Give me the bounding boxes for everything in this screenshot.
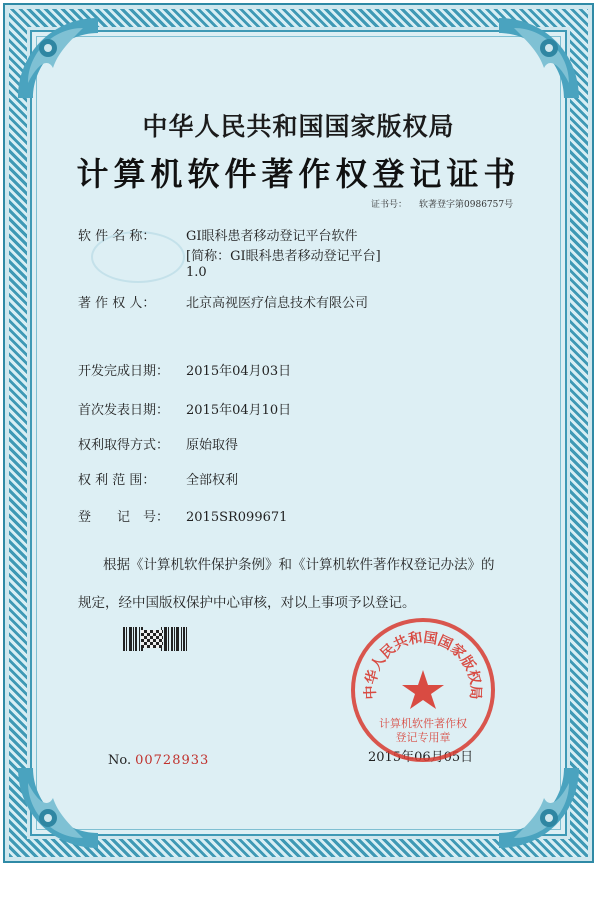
registration-number-row: [78, 506, 287, 525]
software-name-row: [78, 225, 358, 244]
registration-number-label: 登 记 号：: [78, 510, 170, 525]
publication-date-row: [78, 399, 291, 418]
corner-ornament-top-left: [13, 13, 103, 103]
official-seal: [348, 615, 498, 765]
publication-date-value: 2015年04月10日: [186, 403, 292, 418]
corner-ornament-top-right: [494, 13, 584, 103]
publication-date-label: 首次发表日期：: [78, 403, 170, 418]
copyright-owner-value: 北京高视医疗信息技术有限公司: [186, 296, 369, 311]
corner-ornament-bottom-left: [13, 763, 103, 853]
issue-date: 2015年06月05日: [368, 750, 474, 765]
corner-ornament-bottom-right: [494, 763, 584, 853]
serial-number: [108, 753, 209, 768]
statement-line-1: 根据《计算机软件保护条例》和《计算机软件著作权登记办法》的: [103, 557, 495, 573]
software-short-name: [简称：GI眼科患者移动登记平台]: [186, 249, 381, 264]
certificate: [3, 3, 594, 863]
copyright-owner-row: [78, 292, 368, 311]
rights-scope-value: 全部权利: [186, 473, 239, 488]
acquisition-method-row: [78, 434, 238, 453]
serial-prefix: No.: [108, 753, 132, 768]
serial-value: 00728933: [135, 753, 210, 768]
qr-code: [141, 630, 163, 648]
rights-scope-label: 权 利 范 围：: [78, 473, 156, 488]
completion-date-value: 2015年04月03日: [186, 364, 292, 379]
seal-inner-line-1: 计算机软件著作权: [379, 718, 467, 730]
completion-date-label: 开发完成日期：: [78, 364, 170, 379]
acquisition-method-value: 原始取得: [186, 438, 239, 453]
certificate-number: [371, 197, 513, 210]
certificate-number-value: 软著登字第0986757号: [419, 200, 514, 210]
star-icon: [402, 670, 444, 709]
completion-date-row: [78, 360, 291, 379]
certificate-title: 计算机软件著作权登记证书: [76, 155, 521, 193]
copyright-owner-label: 著 作 权 人：: [78, 296, 156, 311]
issuing-authority: 中华人民共和国国家版权局: [142, 112, 455, 141]
software-name-value: GI眼科患者移动登记平台软件: [186, 229, 358, 244]
seal-ring-text: 中华人民共和国国家版权局: [363, 630, 483, 700]
certificate-number-label: 证书号：: [371, 200, 408, 210]
statement-line-2: 规定，经中国版权保护中心审核，对以上事项予以登记。: [78, 595, 416, 611]
registration-number-value: 2015SR099671: [186, 510, 288, 525]
software-name-label: 软 件 名 称：: [78, 229, 156, 244]
acquisition-method-label: 权利取得方式：: [78, 438, 170, 453]
rights-scope-row: [78, 469, 238, 488]
software-version: 1.0: [186, 265, 207, 280]
seal-inner-line-2: 登记专用章: [395, 732, 451, 744]
